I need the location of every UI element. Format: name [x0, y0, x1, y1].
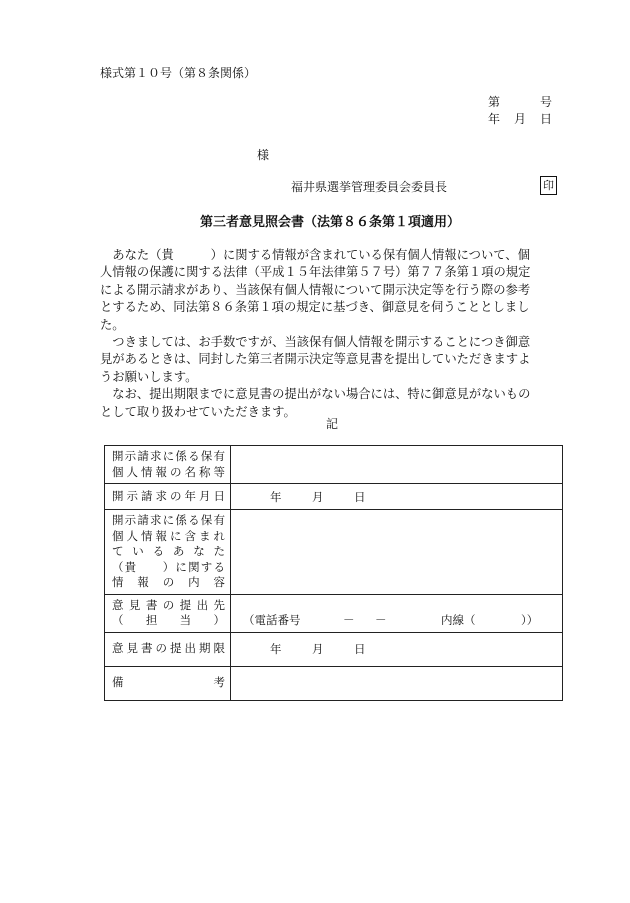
date-year: 年 [488, 112, 501, 126]
date-day: 日 [540, 112, 553, 126]
ki-heading: 記 [326, 417, 339, 431]
paragraph-1: あなた（貴 ）に関する情報が含まれている保有個人情報について、個人情報の保護に関する法律（平成１５年法律第５７号）第７７条第１項の規定による開示請求があり、当該保有個人情報について開示決定等を行う際の参考とするため、同法第８６条第１項の規定に基づき、御意見を伺うこととしました。 [100, 248, 531, 332]
document-number-prefix: 第 [488, 95, 501, 109]
table-row [105, 666, 563, 700]
value-request-date: 年 月 日 [231, 484, 563, 510]
seal-stamp: 印 [540, 176, 557, 195]
label-remarks: 備 考 [105, 666, 231, 700]
body-text [100, 247, 538, 421]
table-row [105, 446, 563, 484]
value-info-content [231, 510, 563, 595]
value-deadline: 年 月 日 [231, 632, 563, 666]
value-remarks [231, 666, 563, 700]
table-row [105, 510, 563, 595]
document-number-suffix: 号 [540, 95, 553, 109]
paragraph-3: なお、提出期限までに意見書の提出がない場合には、特に御意見がないものとして取り扱わせていただきます。 [100, 387, 531, 419]
table-row [105, 632, 563, 666]
value-info-name [231, 446, 563, 484]
document-title: 第三者意見照会書（法第８６条第１項適用） [200, 215, 461, 230]
addressee-suffix: 様 [257, 148, 270, 162]
label-request-date: 開示請求の年月日 [105, 484, 231, 510]
inquiry-table [104, 445, 563, 701]
table-row [105, 594, 563, 632]
form-number: 様式第１０号（第８条関係） [100, 66, 257, 80]
label-info-name: 開示請求に係る保有 個人情報の名称等 [105, 446, 231, 484]
sender-name: 福井県選挙管理委員会委員長 [291, 180, 448, 194]
label-submit-to: 意見書の提出先 （ 担 当 ） [105, 594, 231, 632]
date-month: 月 [514, 112, 527, 126]
paragraph-2: つきましては、お手数ですが、当該保有個人情報を開示することにつき御意見があるときは、同封した第三者開示決定等意見書を提出していただきますようお願いします。 [100, 335, 531, 384]
table-row [105, 484, 563, 510]
value-submit-to: （電話番号 － － 内線（ ）） [231, 594, 563, 632]
label-info-content: 開示請求に係る保有 個人情報に含まれ ているあなた （貴 ）に関する 情報の内容 [105, 510, 231, 595]
label-deadline: 意見書の提出期限 [105, 632, 231, 666]
